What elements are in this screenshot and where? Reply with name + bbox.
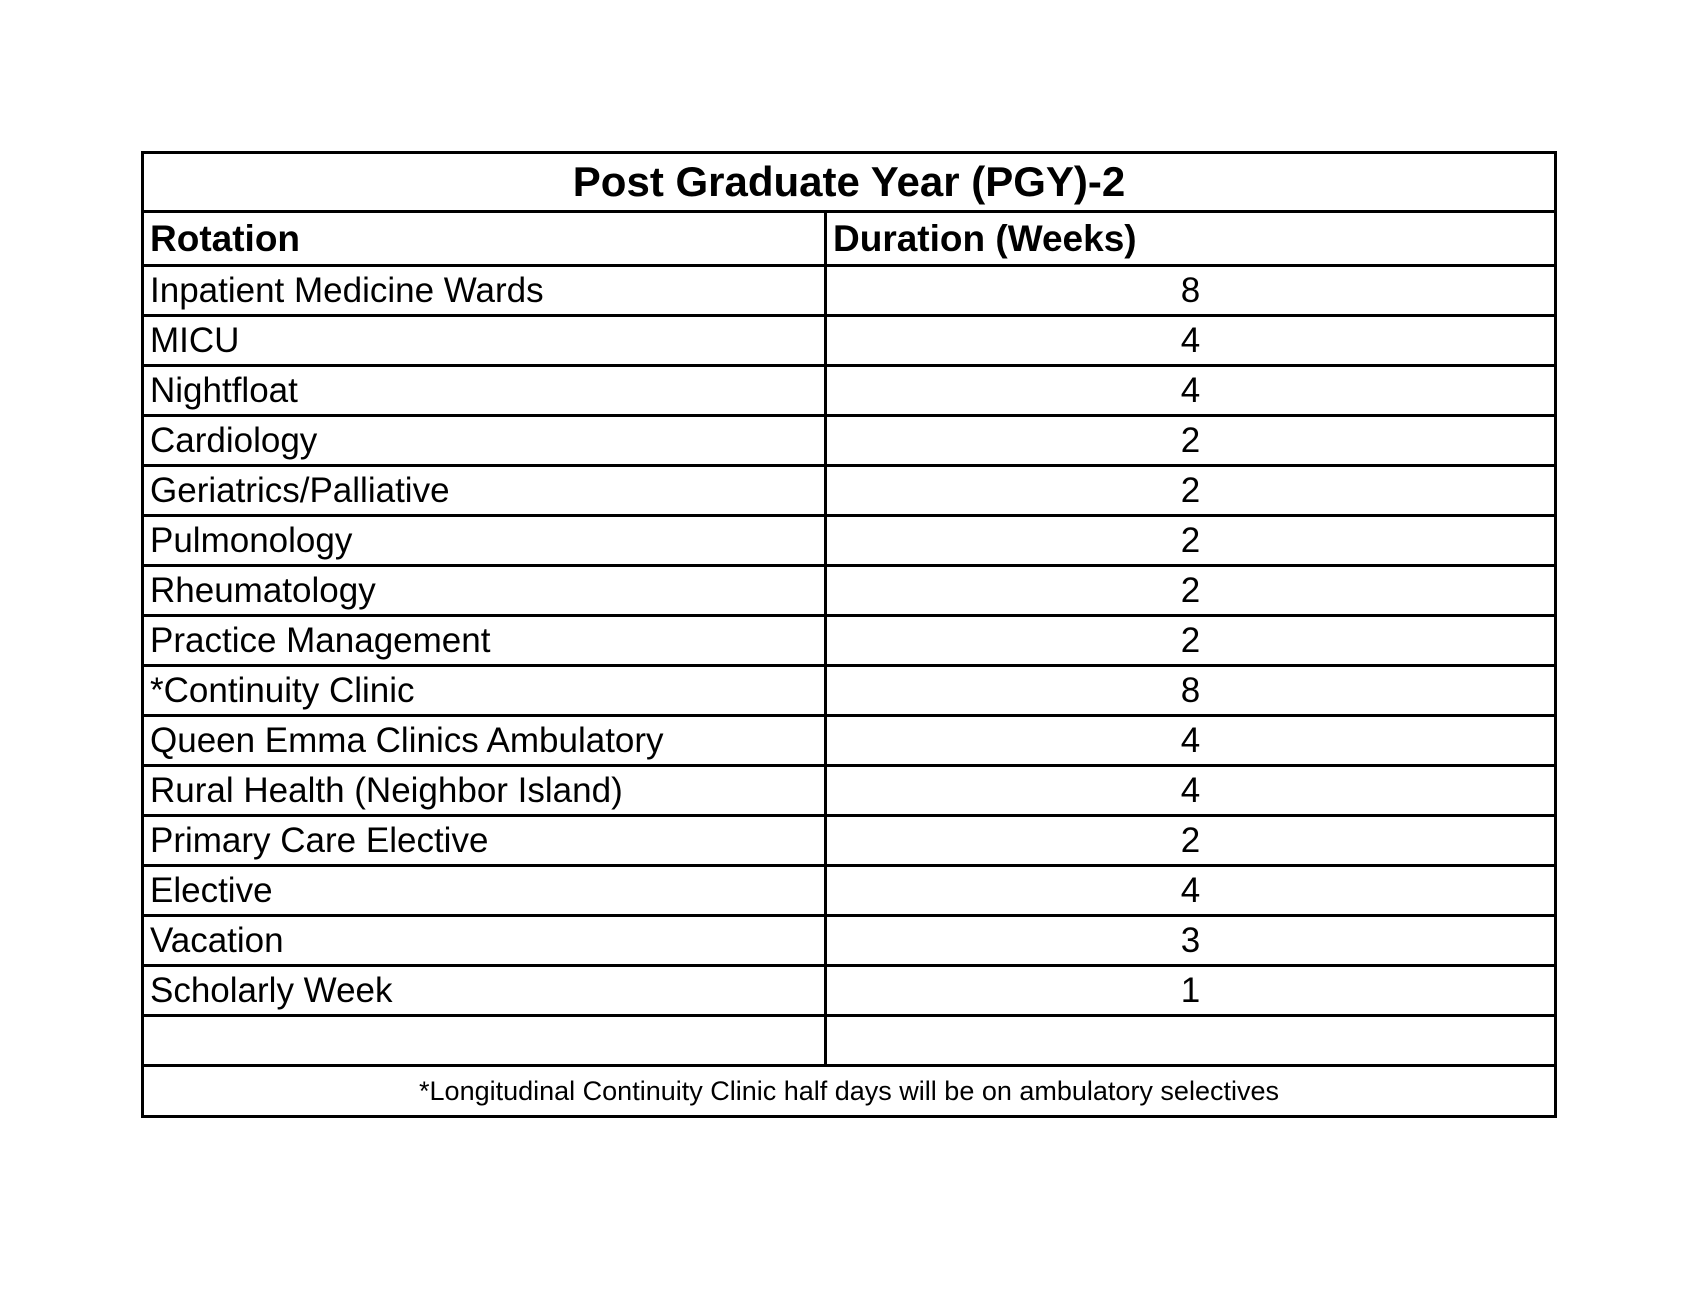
rotation-cell: Queen Emma Clinics Ambulatory bbox=[143, 716, 826, 766]
rotation-cell: MICU bbox=[143, 316, 826, 366]
table-row bbox=[143, 266, 1556, 316]
title-row bbox=[143, 153, 1556, 212]
duration-cell: 2 bbox=[826, 466, 1556, 516]
table-row bbox=[143, 416, 1556, 466]
table-body bbox=[143, 153, 1556, 1117]
rotation-cell: Elective bbox=[143, 866, 826, 916]
duration-cell: 2 bbox=[826, 566, 1556, 616]
table-row bbox=[143, 916, 1556, 966]
duration-cell: 4 bbox=[826, 766, 1556, 816]
table-row bbox=[143, 966, 1556, 1016]
table-row bbox=[143, 716, 1556, 766]
rotation-cell: Scholarly Week bbox=[143, 966, 826, 1016]
empty-cell bbox=[826, 1016, 1556, 1066]
table-row bbox=[143, 466, 1556, 516]
table-row bbox=[143, 316, 1556, 366]
duration-cell: 2 bbox=[826, 516, 1556, 566]
duration-cell: 4 bbox=[826, 316, 1556, 366]
duration-cell: 2 bbox=[826, 816, 1556, 866]
duration-column-header: Duration (Weeks) bbox=[826, 212, 1556, 266]
table-row bbox=[143, 666, 1556, 716]
footnote-row bbox=[143, 1066, 1556, 1117]
table-row bbox=[143, 816, 1556, 866]
rotation-cell: Vacation bbox=[143, 916, 826, 966]
rotation-cell: Nightfloat bbox=[143, 366, 826, 416]
duration-cell: 2 bbox=[826, 416, 1556, 466]
table-row bbox=[143, 566, 1556, 616]
rotation-cell: Rural Health (Neighbor Island) bbox=[143, 766, 826, 816]
duration-cell: 8 bbox=[826, 666, 1556, 716]
rotation-cell: Cardiology bbox=[143, 416, 826, 466]
rotation-column-header: Rotation bbox=[143, 212, 826, 266]
table-row bbox=[143, 516, 1556, 566]
footnote: *Longitudinal Continuity Clinic half days will be on ambulatory selectives bbox=[143, 1066, 1556, 1117]
table-row bbox=[143, 366, 1556, 416]
rotation-cell: *Continuity Clinic bbox=[143, 666, 826, 716]
duration-cell: 4 bbox=[826, 366, 1556, 416]
rotation-cell: Geriatrics/Palliative bbox=[143, 466, 826, 516]
rotation-schedule-table bbox=[141, 151, 1557, 1118]
duration-cell: 3 bbox=[826, 916, 1556, 966]
header-row bbox=[143, 212, 1556, 266]
duration-cell: 1 bbox=[826, 966, 1556, 1016]
rotation-cell: Pulmonology bbox=[143, 516, 826, 566]
table-title: Post Graduate Year (PGY)-2 bbox=[143, 153, 1556, 212]
rotation-cell: Practice Management bbox=[143, 616, 826, 666]
table-row bbox=[143, 866, 1556, 916]
duration-cell: 4 bbox=[826, 716, 1556, 766]
duration-cell: 8 bbox=[826, 266, 1556, 316]
rotation-cell: Primary Care Elective bbox=[143, 816, 826, 866]
table-row bbox=[143, 766, 1556, 816]
empty-row bbox=[143, 1016, 1556, 1066]
duration-cell: 2 bbox=[826, 616, 1556, 666]
duration-cell: 4 bbox=[826, 866, 1556, 916]
rotation-cell: Inpatient Medicine Wards bbox=[143, 266, 826, 316]
rotation-cell: Rheumatology bbox=[143, 566, 826, 616]
table-row bbox=[143, 616, 1556, 666]
empty-cell bbox=[143, 1016, 826, 1066]
